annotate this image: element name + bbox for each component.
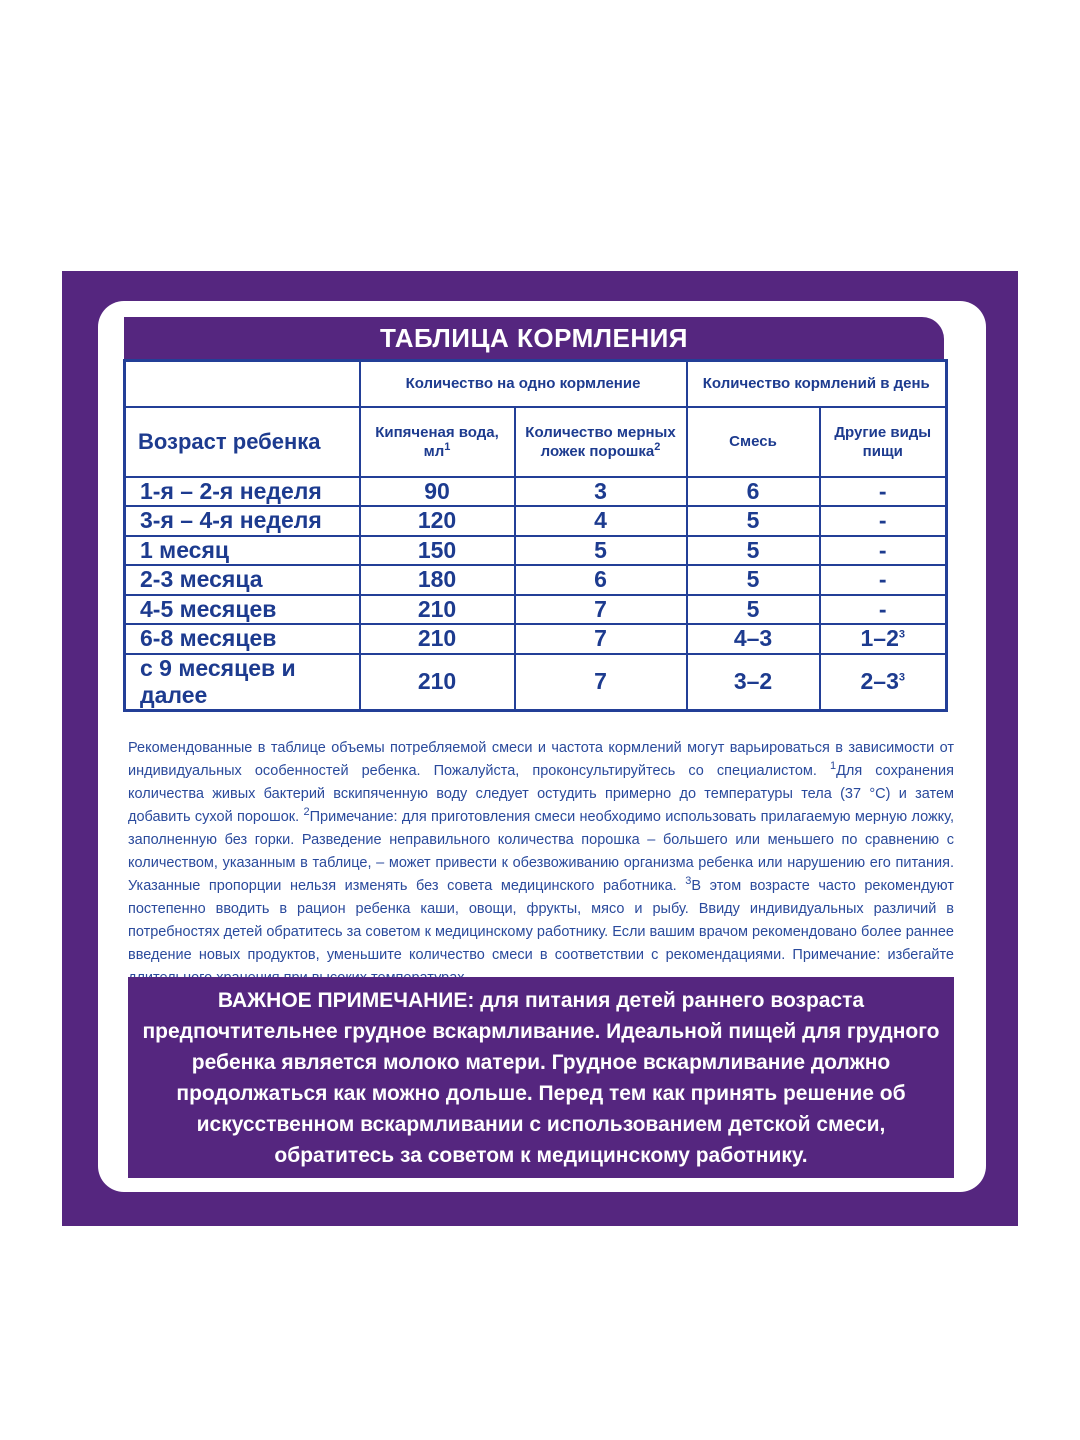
cell-age: с 9 месяцев и далее xyxy=(125,654,360,711)
feeding-card xyxy=(98,301,986,1192)
cell-other-food: $2-3^3$ xyxy=(820,654,947,711)
cell-other-food: - xyxy=(820,595,947,625)
table-row xyxy=(125,477,947,507)
cell-age: 6-8 месяцев xyxy=(125,624,360,654)
cell-water: 90 xyxy=(360,477,515,507)
page-title: ТАБЛИЦА КОРМЛЕНИЯ xyxy=(380,322,688,353)
important-note-box xyxy=(128,977,954,1178)
table-row xyxy=(125,654,947,711)
group-header-per-feed: Количество на одно кормление xyxy=(360,361,687,407)
cell-spoons: 7 xyxy=(515,624,687,654)
cell-formula: 6 xyxy=(687,477,820,507)
column-header-water: Кипяченая вода, $мл^1$ xyxy=(360,407,515,477)
cell-formula: 5 xyxy=(687,565,820,595)
table-row xyxy=(125,565,947,595)
important-note-text: ВАЖНОЕ ПРИМЕЧАНИЕ: для питания детей раннего возраста предпочтительнее грудное вскармливание. Идеальной пищей для грудного ребенка является молоко матери. Грудное вскармливание должно продолжаться как можно дольше. Перед тем как принять решение об искусственном вскармливании с использованием детской смеси, обратитесь за советом к медицинскому работнику. xyxy=(142,988,940,1167)
cell-age: 1 месяц xyxy=(125,536,360,566)
cell-formula: 4–3 xyxy=(687,624,820,654)
header-empty xyxy=(125,361,360,407)
table-row xyxy=(125,595,947,625)
cell-spoons: 7 xyxy=(515,654,687,711)
cell-spoons: 6 xyxy=(515,565,687,595)
cell-water: 180 xyxy=(360,565,515,595)
table-row xyxy=(125,506,947,536)
column-header-formula: Смесь xyxy=(687,407,820,477)
column-header-age: Возраст ребенка xyxy=(125,407,360,477)
cell-age: 1-я – 2-я неделя xyxy=(125,477,360,507)
table-row xyxy=(125,624,947,654)
cell-water: 210 xyxy=(360,624,515,654)
cell-age: 4-5 месяцев xyxy=(125,595,360,625)
cell-other-food: $1-2^3$ xyxy=(820,624,947,654)
cell-spoons: 7 xyxy=(515,595,687,625)
cell-other-food: - xyxy=(820,477,947,507)
cell-formula: 5 xyxy=(687,595,820,625)
cell-age: 2-3 месяца xyxy=(125,565,360,595)
cell-formula: 5 xyxy=(687,536,820,566)
cell-other-food: - xyxy=(820,565,947,595)
title-bar xyxy=(124,317,944,359)
cell-age: 3-я – 4-я неделя xyxy=(125,506,360,536)
feeding-table xyxy=(123,359,948,712)
cell-spoons: 4 xyxy=(515,506,687,536)
cell-formula: 5 xyxy=(687,506,820,536)
table-row xyxy=(125,536,947,566)
footnotes xyxy=(128,737,954,990)
cell-water: 210 xyxy=(360,654,515,711)
column-header-spoons: Количество мерных ложек порошка$^2$ xyxy=(515,407,687,477)
cell-water: 210 xyxy=(360,595,515,625)
cell-water: 120 xyxy=(360,506,515,536)
cell-formula: 3–2 xyxy=(687,654,820,711)
cell-water: 150 xyxy=(360,536,515,566)
footnote-paragraph: Рекомендованные в таблице объемы потребляемой смеси и частота кормлений могут варьироваться в зависимости от индивидуальных особенностей ребенка. Пожалуйста, проконсультируйтесь со специалистом. $^1$Для сохранения количества живых бактерий вскипяченную воду следует остудить примерно до температуры тела (37 °C) и затем добавить сухой порошок. $^2$Примечание: для приготовления смеси необходимо использовать прилагаемую мерную ложку, заполненную без горки. Разведение неправильного количества порошка – большего или меньшего по сравнению с количеством, указанным в таблице, – может привести к обезвоживанию организма ребенка или нарушению его питания. Указанные пропорции нельзя изменять без совета медицинского работника. $^3$В этом возрасте часто рекомендуют постепенно вводить в рацион ребенка каши, овощи, фрукты, мясо и рыбу. Ввиду индивидуальных различий в потребностях детей обратитесь за советом к медицинскому работнику. Если вашим врачом рекомендовано более раннее введение новых продуктов, уменьшите количество смеси в соответствии с рекомендациями. Примечание: избегайте xyxy=(128,740,955,963)
cell-other-food: - xyxy=(820,536,947,566)
column-header-other-food: Другие виды пищи xyxy=(820,407,947,477)
cell-spoons: 5 xyxy=(515,536,687,566)
cell-spoons: 3 xyxy=(515,477,687,507)
group-header-per-day: Количество кормлений в день xyxy=(687,361,947,407)
cell-other-food: - xyxy=(820,506,947,536)
purple-panel xyxy=(62,271,1018,1226)
